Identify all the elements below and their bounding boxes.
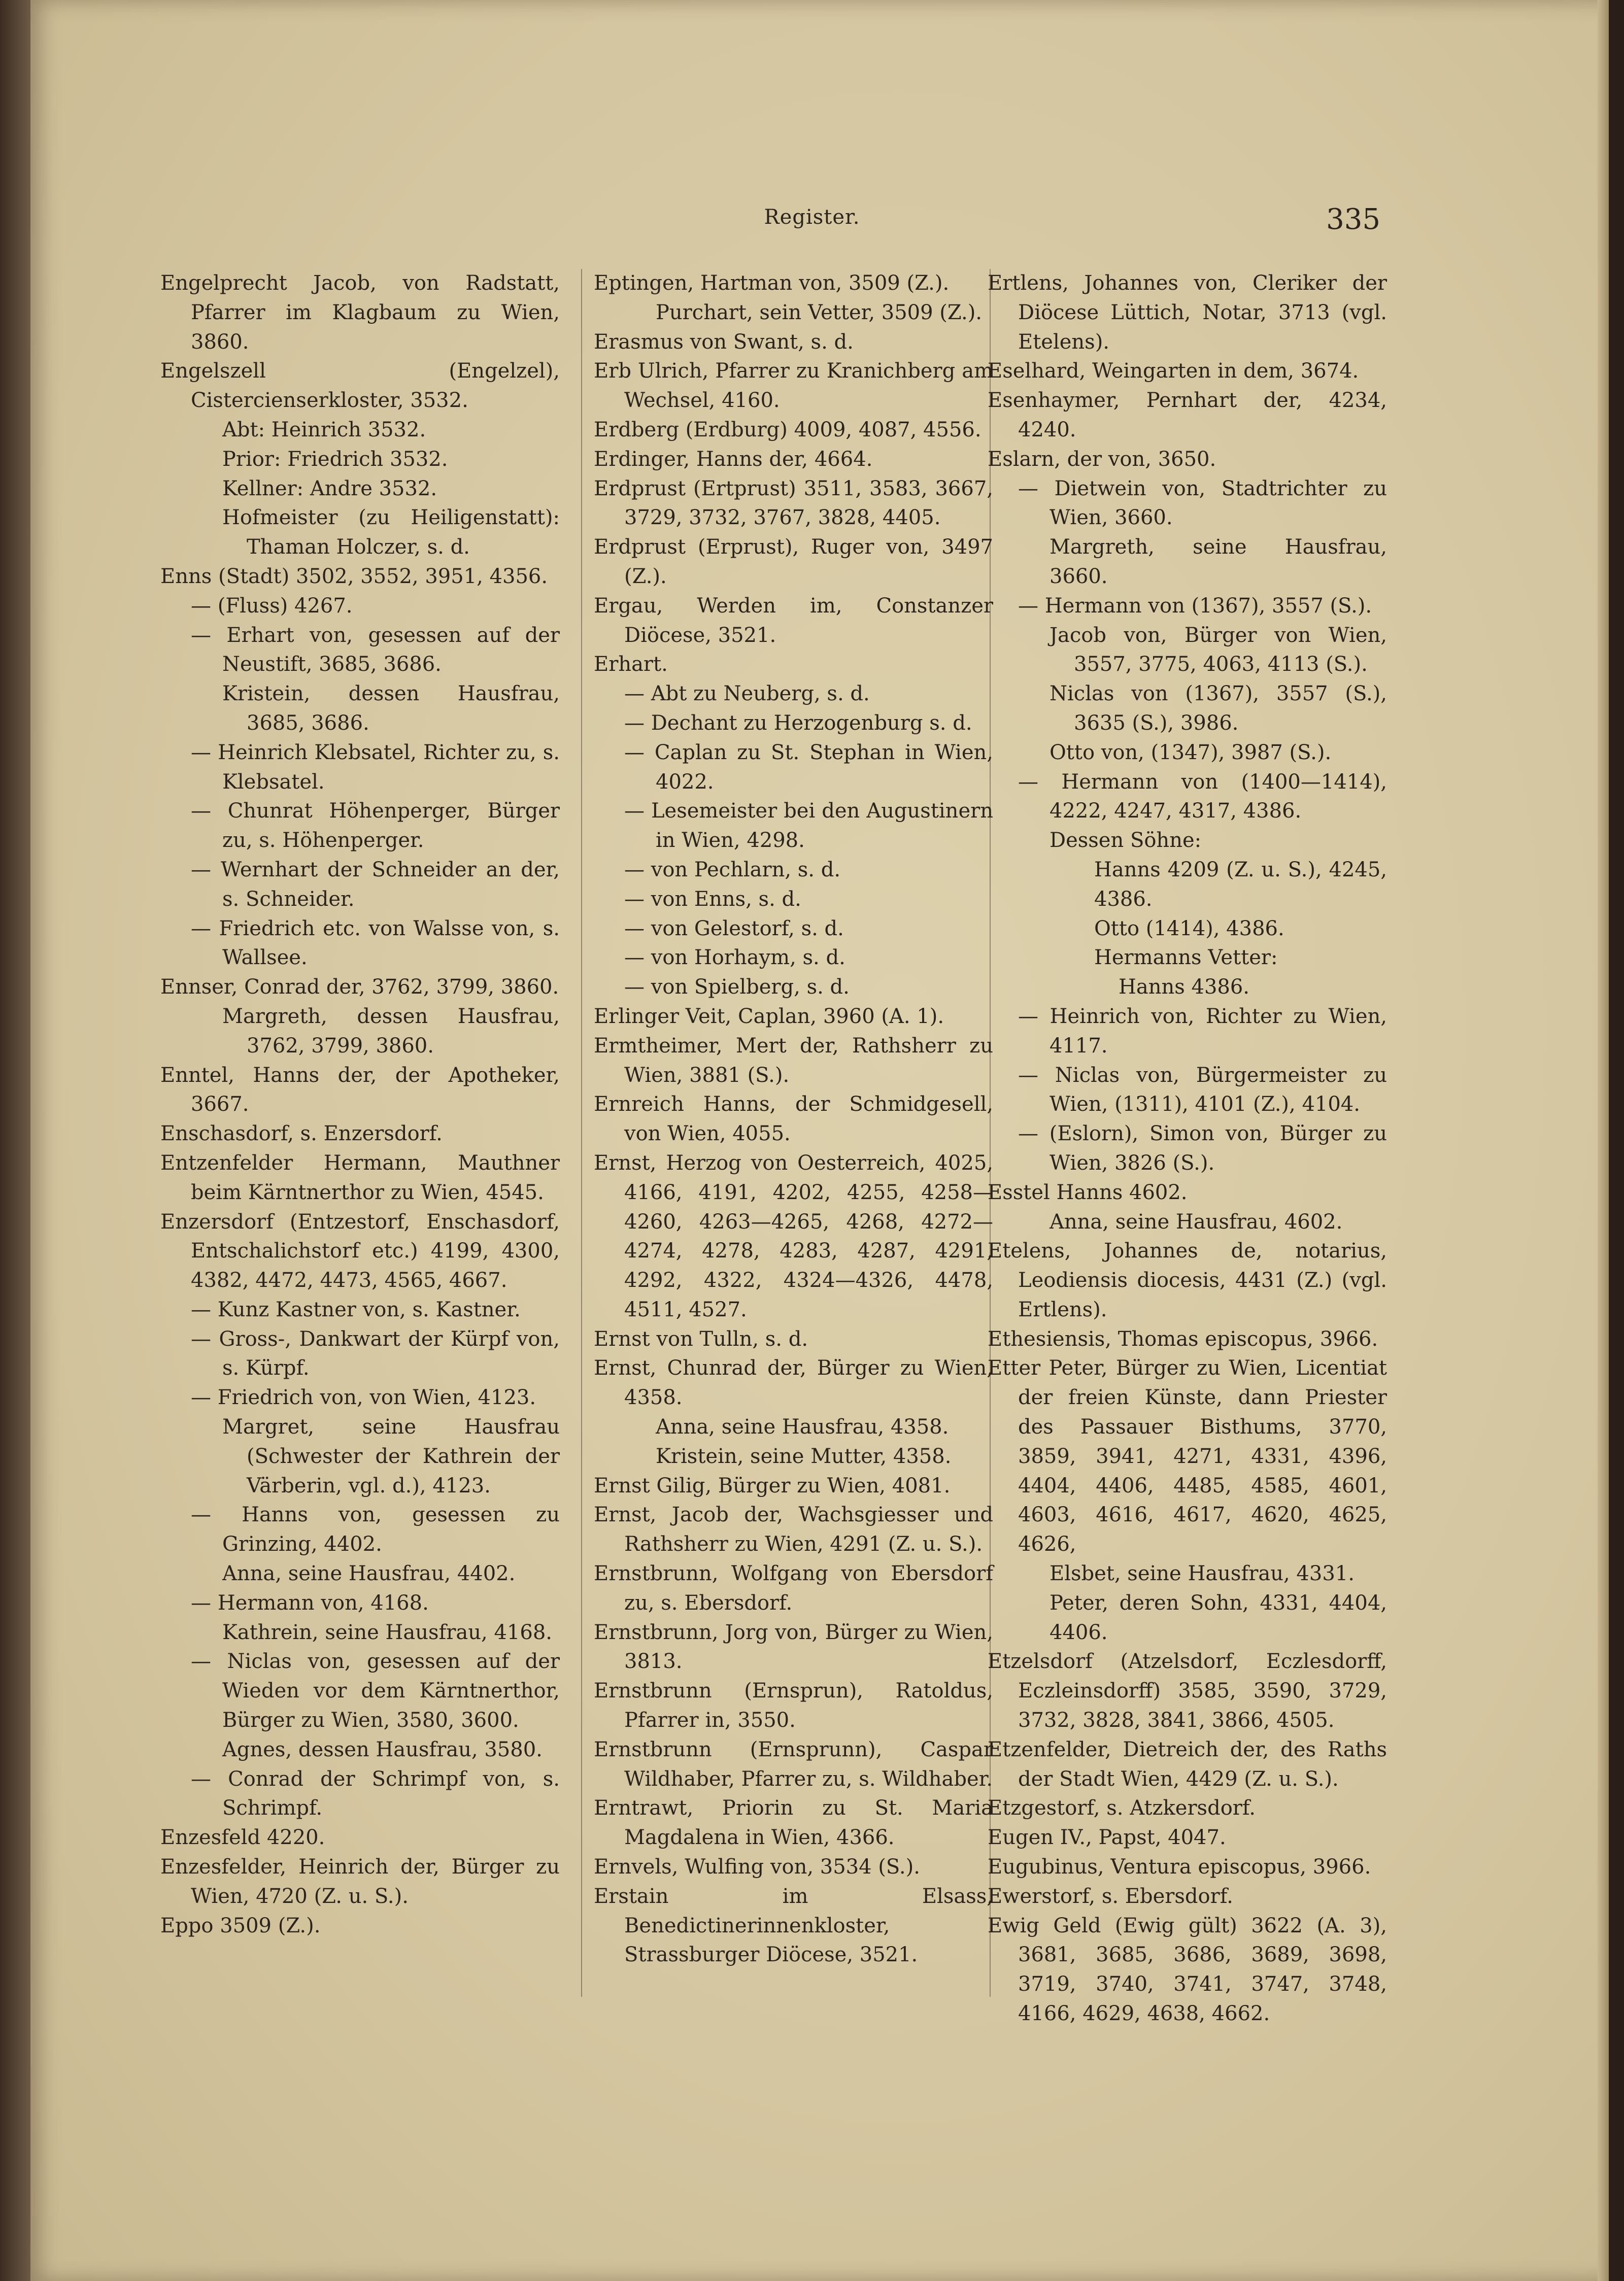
register-entry: — Wernhart der Schneider an der, s. Schneider.: [191, 858, 560, 911]
page-number: 335: [1326, 203, 1380, 236]
register-entry: — Dietwein von, Stadtrichter zu Wien, 3660.: [1018, 476, 1387, 530]
register-entry: Kristein, seine Mutter, 4358.: [656, 1444, 952, 1468]
register-entry: Margret, seine Hausfrau (Schwester der Kathrein der Värberin, vgl. d.), 4123.: [222, 1415, 560, 1497]
register-entry: Eselhard, Weingarten in dem, 3674.: [988, 359, 1359, 383]
register-entry: Eslarn, der von, 3650.: [988, 447, 1216, 471]
register-entry: Erasmus von Swant, s. d.: [594, 330, 854, 354]
register-entry: Ermtheimer, Mert der, Rathsherr zu Wien, 3881 (S.).: [594, 1034, 993, 1087]
register-entry: Peter, deren Sohn, 4331, 4404, 4406.: [1050, 1591, 1387, 1644]
register-entry: Prior: Friedrich 3532.: [222, 447, 448, 471]
register-entry: Hanns 4386.: [1119, 975, 1250, 999]
register-entry: Erntrawt, Priorin zu St. Maria Magdalena in Wien, 4366.: [594, 1796, 993, 1850]
register-entry: Otto (1414), 4386.: [1094, 916, 1284, 940]
register-entry: Erdprust (Ertprust) 3511, 3583, 3667, 3729, 3732, 3767, 3828, 4405.: [594, 476, 993, 530]
register-entry: — Caplan zu St. Stephan in Wien, 4022.: [624, 740, 993, 794]
register-entry: Esenhaymer, Pernhart der, 4234, 4240.: [988, 389, 1387, 441]
register-entry: Ewerstorf, s. Ebersdorf.: [988, 1884, 1233, 1908]
register-entry: Etelens, Johannes de, notarius, Leodiensis diocesis, 4431 (Z.) (vgl. Ertlens).: [988, 1239, 1387, 1321]
register-entry: Ernstbrunn, Wolfgang von Ebersdorf zu, s. Ebersdorf.: [594, 1562, 993, 1615]
register-entry: Enns (Stadt) 3502, 3552, 3951, 4356.: [160, 564, 548, 588]
register-entry: Enzersdorf (Entzestorf, Enschasdorf, Entschalichstorf etc.) 4199, 4300, 4382, 4472, 4473, 4565, 4667.: [160, 1210, 560, 1292]
register-entry: — Heinrich Klebsatel, Richter zu, s. Klebsatel.: [191, 740, 560, 794]
register-entry: Otto von, (1347), 3987 (S.).: [1050, 740, 1332, 764]
register-entry: — von Pechlarn, s. d.: [624, 858, 841, 881]
register-entry: Ernstbrunn (Ernsprun), Ratoldus, Pfarrer in, 3550.: [594, 1679, 993, 1732]
register-entry: Enntel, Hanns der, der Apotheker, 3667.: [160, 1063, 560, 1116]
register-entry: Erb Ulrich, Pfarrer zu Kranichberg am Wechsel, 4160.: [594, 359, 993, 413]
register-entry: Ewig Geld (Ewig gült) 3622 (A. 3), 3681, 3685, 3686, 3689, 3698, 3719, 3740, 3741, 3747, 3748, 4166, 4629, 4638, 4662.: [988, 1914, 1387, 2026]
register-entry: Engelszell (Engelzel), Cistercienserkloster, 3532.: [160, 359, 560, 413]
register-entry: Ernstbrunn (Ernsprunn), Caspar Wildhaber, Pfarrer zu, s. Wildhaber.: [594, 1738, 993, 1791]
register-entry: Enzesfelder, Heinrich der, Bürger zu Wien, 4720 (Z. u. S.).: [160, 1855, 560, 1908]
register-entry: Erlinger Veit, Caplan, 3960 (A. 1).: [594, 1004, 944, 1028]
register-entry: Esstel Hanns 4602.: [988, 1180, 1188, 1204]
register-entry: — Friedrich von, von Wien, 4123.: [191, 1386, 536, 1410]
register-entry: Ernst, Herzog von Oesterreich, 4025, 4166, 4191, 4202, 4255, 4258—4260, 4263—4265, 4268, 4272—4274, 4278, 4283, 4287, 4291, 4292, 4322, 4324—4326, 4478, 4511, 4527.: [594, 1151, 993, 1321]
register-entry: Etzenfelder, Dietreich der, des Raths der Stadt Wien, 4429 (Z. u. S.).: [988, 1738, 1387, 1791]
register-entry: Kathrein, seine Hausfrau, 4168.: [222, 1620, 552, 1644]
register-entry: Kristein, dessen Hausfrau, 3685, 3686.: [222, 682, 560, 735]
register-entry: Etzgestorf, s. Atzkersdorf.: [988, 1796, 1256, 1820]
register-entry: Enschasdorf, s. Enzersdorf.: [160, 1122, 443, 1146]
register-entry: Elsbet, seine Hausfrau, 4331.: [1050, 1562, 1355, 1586]
register-entry: Erdinger, Hanns der, 4664.: [594, 447, 873, 471]
register-entry: — Erhart von, gesessen auf der Neustift, 3685, 3686.: [191, 623, 560, 676]
register-entry: Erdprust (Erprust), Ruger von, 3497 (Z.).: [594, 535, 993, 588]
register-column-3: [988, 269, 1387, 2029]
register-entry: Ertlens, Johannes von, Cleriker der Diöcese Lüttich, Notar, 3713 (vgl. Etelens).: [988, 271, 1387, 354]
register-entry: Hermanns Vetter:: [1094, 946, 1278, 970]
register-column-2: [594, 269, 993, 1970]
register-entry: — Hermann von (1400—1414), 4222, 4247, 4317, 4386.: [1018, 770, 1387, 823]
register-entry: — Conrad der Schrimpf von, s. Schrimpf.: [191, 1767, 560, 1820]
column-rule: [581, 269, 582, 1997]
register-entry: Abt: Heinrich 3532.: [222, 418, 426, 441]
register-entry: Margreth, seine Hausfrau, 3660.: [1050, 535, 1387, 588]
register-entry: — Hermann von (1367), 3557 (S.).: [1018, 594, 1372, 618]
register-entry: Ethesiensis, Thomas episcopus, 3966.: [988, 1327, 1378, 1351]
register-entry: — Lesemeister bei den Augustinern in Wien, 4298.: [624, 799, 993, 853]
register-entry: Hanns 4209 (Z. u. S.), 4245, 4386.: [1094, 858, 1387, 911]
register-entry: Eugubinus, Ventura episcopus, 3966.: [988, 1855, 1371, 1879]
register-entry: — (Eslorn), Simon von, Bürger zu Wien, 3826 (S.).: [1018, 1122, 1387, 1175]
register-entry: — Gross-, Dankwart der Kürpf von, s. Kürpf.: [191, 1327, 560, 1380]
register-entry: Etzelsdorf (Atzelsdorf, Eczlesdorff, Eczleinsdorff) 3585, 3590, 3729, 3732, 3828, 3841, 3866, 4505.: [988, 1650, 1387, 1732]
register-entry: Kellner: Andre 3532.: [222, 476, 437, 500]
register-entry: Agnes, dessen Hausfrau, 3580.: [222, 1738, 543, 1761]
register-entry: Ernstbrunn, Jorg von, Bürger zu Wien, 3813.: [594, 1620, 993, 1674]
register-entry: Ernst, Jacob der, Wachsgiesser und Rathsherr zu Wien, 4291 (Z. u. S.).: [594, 1503, 993, 1556]
register-entry: — Chunrat Höhenperger, Bürger zu, s. Höhenperger.: [191, 799, 560, 853]
register-entry: Enzesfeld 4220.: [160, 1826, 325, 1850]
register-entry: Eptingen, Hartman von, 3509 (Z.).: [594, 271, 950, 295]
register-entry: — Dechant zu Herzogenburg s. d.: [624, 711, 972, 735]
register-entry: Eppo 3509 (Z.).: [160, 1914, 321, 1937]
running-header: Register.: [764, 206, 860, 229]
book-spine-shadow: [0, 0, 30, 2281]
register-entry: Purchart, sein Vetter, 3509 (Z.).: [656, 300, 983, 324]
register-entry: — von Enns, s. d.: [624, 887, 801, 911]
register-entry: — (Fluss) 4267.: [191, 594, 353, 618]
register-entry: — Hanns von, gesessen zu Grinzing, 4402.: [191, 1503, 560, 1556]
register-entry: Erstain im Elsass, Benedictinerinnenkloster, Strassburger Diöcese, 3521.: [594, 1884, 993, 1967]
page-edge: [1598, 0, 1609, 2281]
register-entry: Etter Peter, Bürger zu Wien, Licentiat der freien Künste, dann Priester des Passauer Bisthums, 3770, 3859, 3941, 4271, 4331, 4396, 4404, 4406, 4485, 4585, 4601, 4603, 4616, 4617, 4620, 4625, 4626,: [988, 1356, 1387, 1556]
register-entry: — Abt zu Neuberg, s. d.: [624, 682, 870, 706]
register-entry: — Friedrich etc. von Walsse von, s. Wallsee.: [191, 916, 560, 970]
register-entry: — von Horhaym, s. d.: [624, 946, 845, 970]
register-entry: Hofmeister (zu Heiligenstatt): Thaman Holczer, s. d.: [222, 506, 560, 559]
register-entry: Eugen IV., Papst, 4047.: [988, 1826, 1226, 1850]
register-entry: Ergau, Werden im, Constanzer Diöcese, 3521.: [594, 594, 993, 647]
register-entry: — Niclas von, gesessen auf der Wieden vor dem Kärntnerthor, Bürger zu Wien, 3580, 3600.: [191, 1650, 560, 1732]
register-entry: Anna, seine Hausfrau, 4358.: [656, 1415, 949, 1439]
register-entry: Anna, seine Hausfrau, 4402.: [222, 1562, 516, 1586]
register-entry: Ernreich Hanns, der Schmidgesell, von Wien, 4055.: [594, 1093, 993, 1146]
register-entry: — Hermann von, 4168.: [191, 1591, 429, 1615]
register-entry: Engelprecht Jacob, von Radstatt, Pfarrer im Klagbaum zu Wien, 3860.: [160, 271, 560, 354]
register-entry: Erdberg (Erdburg) 4009, 4087, 4556.: [594, 418, 982, 441]
register-entry: — von Spielberg, s. d.: [624, 975, 850, 999]
register-entry: Ennser, Conrad der, 3762, 3799, 3860.: [160, 975, 559, 999]
register-entry: Anna, seine Hausfrau, 4602.: [1050, 1210, 1343, 1234]
register-entry: Dessen Söhne:: [1050, 829, 1202, 853]
register-entry: Margreth, dessen Hausfrau, 3762, 3799, 3860.: [222, 1004, 560, 1058]
register-entry: Ernst, Chunrad der, Bürger zu Wien, 4358.: [594, 1356, 993, 1410]
register-entry: — Heinrich von, Richter zu Wien, 4117.: [1018, 1004, 1387, 1058]
register-column-1: [160, 269, 560, 1940]
register-entry: — von Gelestorf, s. d.: [624, 916, 844, 940]
register-entry: Niclas von (1367), 3557 (S.), 3635 (S.), 3986.: [1050, 682, 1387, 735]
register-entry: — Niclas von, Bürgermeister zu Wien, (1311), 4101 (Z.), 4104.: [1018, 1063, 1387, 1116]
register-entry: Ernst Gilig, Bürger zu Wien, 4081.: [594, 1474, 951, 1497]
register-entry: Ernst von Tulln, s. d.: [594, 1327, 808, 1351]
register-entry: Entzenfelder Hermann, Mauthner beim Kärntnerthor zu Wien, 4545.: [160, 1151, 560, 1204]
register-entry: Erhart.: [594, 653, 668, 676]
register-entry: Jacob von, Bürger von Wien, 3557, 3775, 4063, 4113 (S.).: [1050, 623, 1387, 676]
register-entry: — Kunz Kastner von, s. Kastner.: [191, 1298, 521, 1321]
register-entry: Ernvels, Wulfing von, 3534 (S.).: [594, 1855, 920, 1879]
